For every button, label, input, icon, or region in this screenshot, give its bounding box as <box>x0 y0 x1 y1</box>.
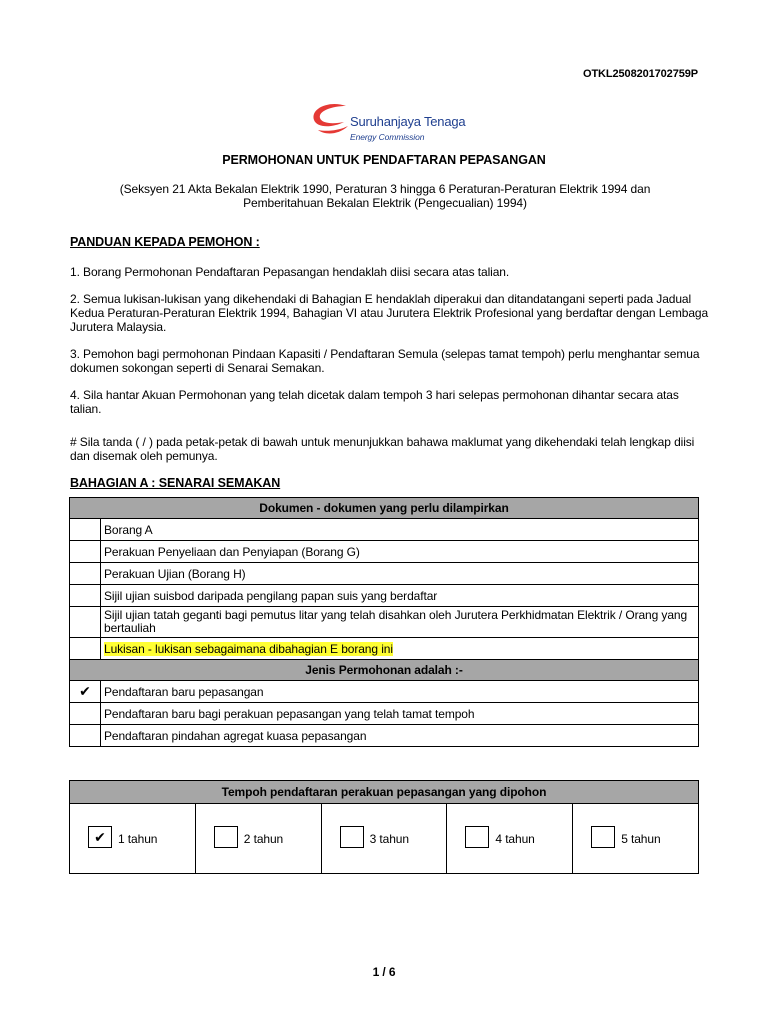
application-type-checkbox[interactable] <box>70 725 101 747</box>
page-number: 1 / 6 <box>372 965 396 979</box>
table-row <box>70 541 699 563</box>
table-row <box>70 681 699 703</box>
table-row <box>70 519 699 541</box>
document-checkbox[interactable] <box>70 563 101 585</box>
page-subtitle: (Seksyen 21 Akta Bekalan Elektrik 1990, Peraturan 3 hingga 6 Peraturan-Peraturan Elektrik 1994 dan Pemberitahuan Bekalan Elektrik (Pengecualian) 1994) <box>119 182 651 210</box>
document-label-highlighted <box>101 638 699 660</box>
period-checkbox[interactable] <box>465 826 489 848</box>
section-a-heading: BAHAGIAN A : SENARAI SEMAKAN <box>70 476 281 490</box>
period-checkbox[interactable] <box>591 826 615 848</box>
document-checkbox[interactable] <box>70 519 101 541</box>
application-type-checkbox[interactable]: ✔ <box>70 681 101 703</box>
logo <box>306 100 506 150</box>
period-label: 5 tahun <box>621 832 661 846</box>
document-label: Sijil ujian suisbod daripada pengilang papan suis yang berdaftar <box>101 585 699 607</box>
period-option <box>322 804 448 873</box>
table-row <box>70 607 699 638</box>
period-option <box>573 804 698 873</box>
period-checkbox[interactable] <box>340 826 364 848</box>
guide-heading: PANDUAN KEPADA PEMOHON : <box>70 235 260 249</box>
document-checkbox[interactable] <box>70 607 101 638</box>
table-row <box>70 703 699 725</box>
application-type-header: Jenis Permohonan adalah :- <box>70 660 699 681</box>
table-row <box>70 725 699 747</box>
document-checkbox[interactable] <box>70 638 101 660</box>
document-checkbox[interactable] <box>70 585 101 607</box>
document-label: Sijil ujian tatah geganti bagi pemutus litar yang telah disahkan oleh Jurutera Perkhidmatan Elektrik / Orang yang bertauliah <box>101 607 699 638</box>
table-row <box>70 563 699 585</box>
guide-item: 1. Borang Permohonan Pendaftaran Pepasangan hendaklah diisi secara atas talian. <box>70 265 510 279</box>
period-checkbox[interactable] <box>214 826 238 848</box>
period-label: 1 tahun <box>118 832 158 846</box>
application-type-label: Pendaftaran pindahan agregat kuasa pepasangan <box>101 725 699 747</box>
document-label: Perakuan Ujian (Borang H) <box>101 563 699 585</box>
document-label: Perakuan Penyeliaan dan Penyiapan (Borang G) <box>101 541 699 563</box>
registration-period-header: Tempoh pendaftaran perakuan pepasangan yang dipohon <box>70 781 698 804</box>
page-title: PERMOHONAN UNTUK PENDAFTARAN PEPASANGAN <box>222 153 546 167</box>
highlighted-text: Lukisan - lukisan sebagaimana dibahagian E borang ini <box>104 641 393 656</box>
table-row <box>70 638 699 660</box>
application-type-checkbox[interactable] <box>70 703 101 725</box>
period-option <box>70 804 196 873</box>
period-label: 4 tahun <box>495 832 535 846</box>
documents-header: Dokumen - dokumen yang perlu dilampirkan <box>70 498 699 519</box>
document-label: Borang A <box>101 519 699 541</box>
energy-commission-swoosh-icon <box>306 100 352 140</box>
checklist-note: # Sila tanda ( / ) pada petak-petak di bawah untuk menunjukkan bahawa maklumat yang dikehendaki telah lengkap diisi dan disemak oleh pemunya. <box>70 435 695 463</box>
period-label: 2 tahun <box>243 832 284 846</box>
table-row <box>70 585 699 607</box>
reference-number: OTKL2508201702759P <box>582 68 698 80</box>
logo-subtitle: Energy Commission <box>350 132 425 142</box>
guide-item: 4. Sila hantar Akuan Permohonan yang telah dicetak dalam tempoh 3 hari selepas permohonan dihantar secara atas talian. <box>70 388 679 416</box>
period-checkbox[interactable]: ✔ <box>88 826 112 848</box>
document-checkbox[interactable] <box>70 541 101 563</box>
application-type-label: Pendaftaran baru pepasangan <box>101 681 699 703</box>
period-label: 3 tahun <box>369 832 409 846</box>
period-option <box>447 804 573 873</box>
registration-period-table <box>69 780 699 874</box>
guide-item: 2. Semua lukisan-lukisan yang dikehendaki di Bahagian E hendaklah diperakui dan ditandatangani seperti pada Jadual Kedua Peraturan-Peraturan Elektrik 1994, Bahagian VI atau Jurutera Elektrik Profesional yang berdaftar dengan Lembaga Jurutera Malaysia. <box>70 292 709 334</box>
application-type-label: Pendaftaran baru bagi perakuan pepasangan yang telah tamat tempoh <box>101 703 699 725</box>
checklist-table <box>69 497 699 747</box>
guide-item: 3. Pemohon bagi permohonan Pindaan Kapasiti / Pendaftaran Semula (selepas tamat tempoh) perlu menghantar semua dokumen sokongan seperti di Senarai Semakan. <box>70 347 700 375</box>
logo-name: Suruhanjaya Tenaga <box>350 114 466 129</box>
period-option <box>196 804 322 873</box>
